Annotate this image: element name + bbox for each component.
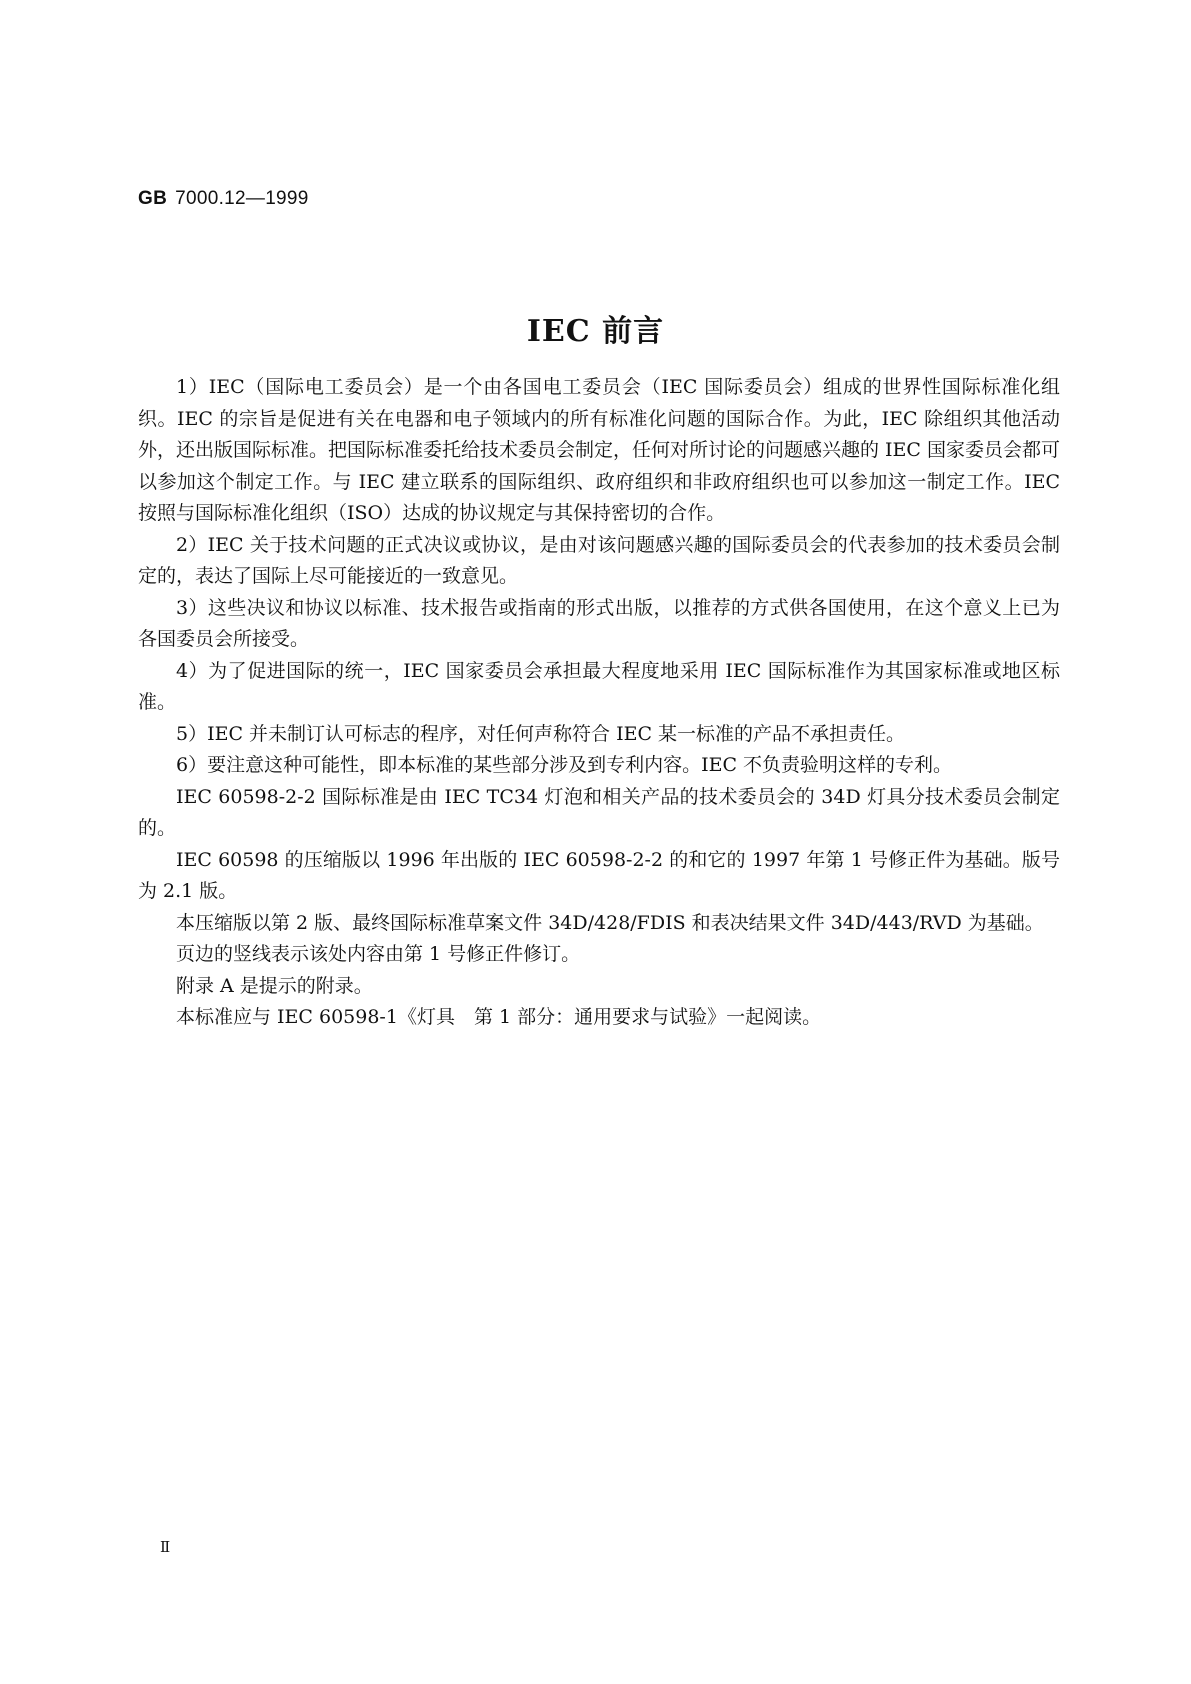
paragraph-1: 1）IEC（国际电工委员会）是一个由各国电工委员会（IEC 国际委员会）组成的世界性国际标准化组织。IEC 的宗旨是促进有关在电器和电子领域内的所有标准化问题的国际合作。为此，IEC 除组织其他活动外，还出版国际标准。把国际标准委托给技术委员会制定，任何对所讨论的问题感兴趣的 IEC 国家委员会都可以参加这个制定工作。与 IEC 建立联系的国际组织、政府组织和非政府组织也可以参加这一制定工作。IEC 按照与国际标准化组织（ISO）达成的协议规定与其保持密切的合作。 xyxy=(138,376,1060,524)
paragraph-4: 4）为了促进国际的统一，IEC 国家委员会承担最大程度地采用 IEC 国际标准作为其国家标准或地区标准。 xyxy=(138,659,1060,713)
body-text xyxy=(138,372,1060,1034)
paragraph-10: 页边的竖线表示该处内容由第 1 号修正件修订。 xyxy=(176,943,581,965)
page-number: Ⅱ xyxy=(160,1538,171,1556)
paragraph-3: 3）这些决议和协议以标准、技术报告或指南的形式出版，以推荐的方式供各国使用，在这个意义上已为各国委员会所接受。 xyxy=(138,596,1060,650)
paragraph-2: 2）IEC 关于技术问题的正式决议或协议，是由对该问题感兴趣的国际委员会的代表参加的技术委员会制定的，表达了国际上尽可能接近的一致意见。 xyxy=(138,533,1060,587)
paragraph-12: 本标准应与 IEC 60598-1《灯具 第 1 部分：通用要求与试验》一起阅读。 xyxy=(176,1006,822,1028)
page-header xyxy=(138,188,309,210)
paragraph-7: IEC 60598-2-2 国际标准是由 IEC TC34 灯泡和相关产品的技术委员会的 34D 灯具分技术委员会制定的。 xyxy=(138,785,1060,839)
paragraph-11: 附录 A 是提示的附录。 xyxy=(176,974,373,997)
page-title: IEC 前言 xyxy=(526,314,665,349)
standard-prefix: GB xyxy=(138,188,168,209)
standard-code: 7000.12—1999 xyxy=(175,188,309,209)
paragraph-8: IEC 60598 的压缩版以 1996 年出版的 IEC 60598-2-2 的和它的 1997 年第 1 号修正件为基础。版号为 2.1 版。 xyxy=(138,848,1060,902)
paragraph-9: 本压缩版以第 2 版、最终国际标准草案文件 34D/428/FDIS 和表决结果文件 34D/443/RVD 为基础。 xyxy=(176,911,1044,934)
paragraph-6: 6）要注意这种可能性，即本标准的某些部分涉及到专利内容。IEC 不负责验明这样的专利。 xyxy=(176,754,953,776)
paragraph-5: 5）IEC 并未制订认可标志的程序，对任何声称符合 IEC 某一标准的产品不承担责任。 xyxy=(176,722,906,745)
